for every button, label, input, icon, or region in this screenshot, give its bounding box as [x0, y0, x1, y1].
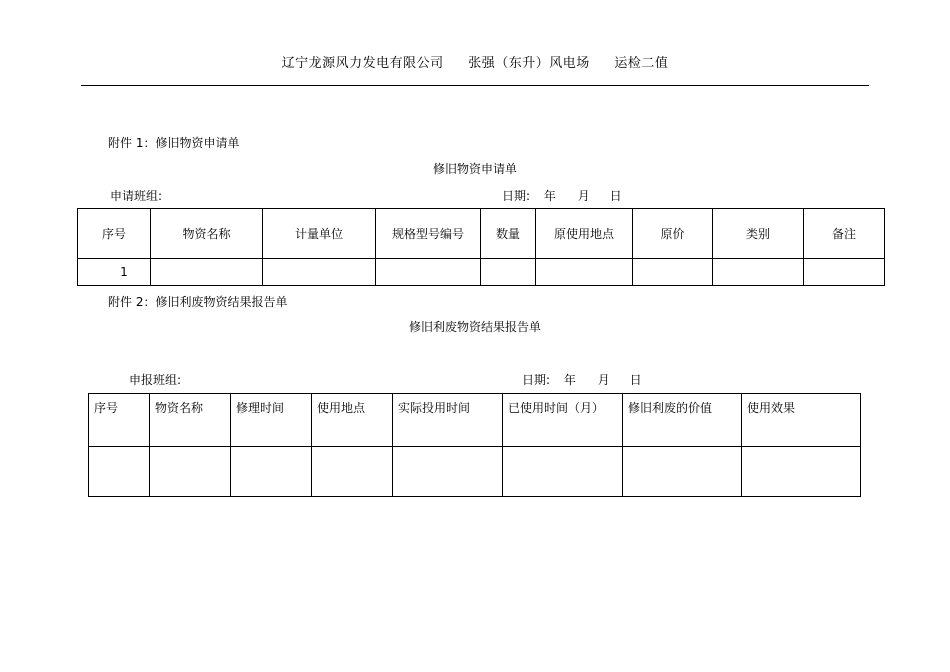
table-row	[78, 259, 885, 286]
table-header-row	[89, 394, 861, 447]
table-row	[89, 447, 861, 497]
table-cell	[536, 259, 633, 286]
table-cell	[312, 447, 393, 497]
date-day: 日	[629, 373, 642, 387]
table-cell	[151, 259, 263, 286]
header-company: 辽宁龙源风力发电有限公司	[281, 56, 444, 71]
column-header: 使用地点	[312, 394, 393, 447]
table-cell	[89, 447, 150, 497]
attachment2-date	[522, 371, 652, 388]
date-day: 日	[609, 189, 622, 203]
table-header-row	[78, 209, 885, 259]
column-header: 原价	[633, 209, 713, 259]
attachment2-dept-label: 申报班组:	[129, 373, 182, 387]
table-cell	[713, 259, 804, 286]
table-cell	[376, 259, 481, 286]
column-header: 原使用地点	[536, 209, 633, 259]
page-header	[0, 52, 950, 71]
table-cell	[633, 259, 713, 286]
date-label: 日期:	[522, 373, 551, 387]
date-year: 年	[563, 373, 576, 387]
column-header: 序号	[89, 394, 150, 447]
column-header: 规格型号编号	[376, 209, 481, 259]
repair-result-report-table	[88, 393, 861, 497]
date-year: 年	[543, 189, 556, 203]
column-header: 修旧利废的价值	[623, 394, 742, 447]
table-cell	[503, 447, 623, 497]
column-header: 物资名称	[150, 394, 231, 447]
column-header: 实际投用时间	[393, 394, 503, 447]
attachment1-title: 修旧物资申请单	[432, 162, 517, 176]
table-cell	[481, 259, 536, 286]
header-site: 张强（东升）风电场	[468, 56, 590, 71]
column-header: 已使用时间（月）	[503, 394, 623, 447]
column-header: 计量单位	[263, 209, 376, 259]
column-header: 备注	[804, 209, 885, 259]
column-header: 类别	[713, 209, 804, 259]
header-shift: 运检二值	[614, 56, 669, 71]
material-request-table	[77, 208, 885, 286]
table-cell	[263, 259, 376, 286]
date-label: 日期:	[502, 189, 531, 203]
table-cell	[150, 447, 231, 497]
column-header: 序号	[78, 209, 151, 259]
column-header: 数量	[481, 209, 536, 259]
date-month: 月	[597, 373, 610, 387]
attachment2-title: 修旧利废物资结果报告单	[408, 320, 541, 334]
table-cell	[742, 447, 861, 497]
attachment2-label: 附件 2：修旧利废物资结果报告单	[108, 295, 288, 309]
attachment1-dept-label: 申请班组:	[110, 189, 163, 203]
table-cell	[393, 447, 503, 497]
column-header: 物资名称	[151, 209, 263, 259]
attachment1-label: 附件 1：修旧物资申请单	[108, 136, 240, 150]
date-month: 月	[577, 189, 590, 203]
attachment1-date	[502, 187, 632, 204]
column-header: 使用效果	[742, 394, 861, 447]
header-divider	[81, 85, 869, 86]
table-cell	[804, 259, 885, 286]
table-cell	[623, 447, 742, 497]
column-header: 修理时间	[231, 394, 312, 447]
table-cell	[231, 447, 312, 497]
table-cell: 1	[78, 259, 151, 286]
